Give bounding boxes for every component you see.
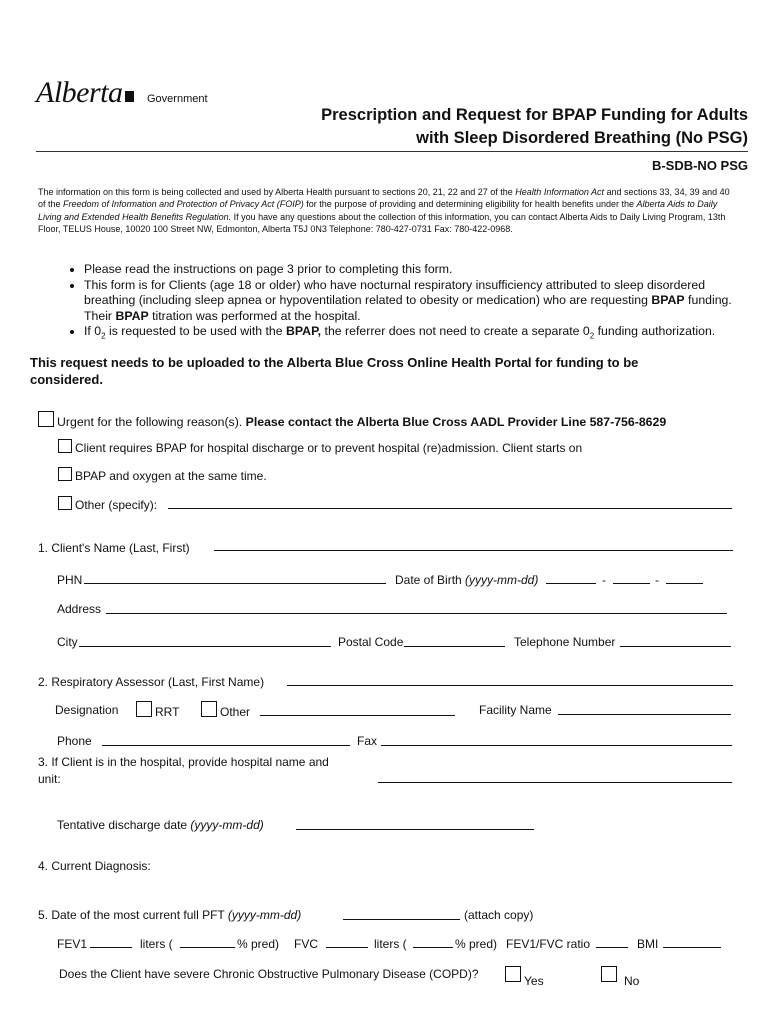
hospital-name-field[interactable]: [378, 782, 732, 783]
fev1-pred-field[interactable]: [180, 947, 235, 948]
other-designation-label: Other: [220, 705, 251, 719]
designation-label: Designation: [55, 703, 119, 717]
section-3-label: [38, 754, 329, 788]
urgent-option-3: [58, 496, 157, 512]
logo-mark-icon: [125, 91, 134, 102]
instruction-text: the referrer does not need to create a separate 0: [321, 324, 590, 338]
copd-yes-checkbox[interactable]: [505, 966, 521, 982]
option-label: Client requires BPAP for hospital discharge or to prevent hospital (re)admission. Client starts on: [75, 441, 583, 455]
address-field[interactable]: [106, 613, 727, 614]
intro-text-1: The information on this form is being collected and used by Alberta Health pursuant to sections 20, 21, 22 and 27 of the: [38, 187, 516, 197]
urgent-option-1: [58, 439, 582, 455]
fvc-field[interactable]: [326, 947, 368, 948]
assessor-phone-field[interactable]: [102, 745, 350, 746]
other-specify-field[interactable]: [168, 508, 732, 509]
government-label: Government: [147, 93, 208, 105]
yes-label: Yes: [524, 974, 544, 988]
logo-text: Alberta: [36, 76, 123, 109]
intro-text-2: and sections 33, 34, 39 and 40 of the: [38, 187, 730, 210]
instruction-bold: BPAP: [651, 293, 685, 307]
city-label: City: [57, 635, 78, 649]
title-line-2: with Sleep Disordered Breathing (No PSG): [416, 129, 748, 147]
instruction-bold: BPAP,: [286, 324, 322, 338]
section-2-label: 2. Respiratory Assessor (Last, First Name): [38, 675, 265, 689]
pft-format: (yyyy-mm-dd): [227, 908, 302, 922]
dob-month-field[interactable]: [613, 583, 650, 584]
option-label: Other (specify):: [75, 498, 158, 512]
title-line-1: Prescription and Request for BPAP Funding for Adults: [321, 106, 748, 124]
dob-format: (yyyy-mm-dd): [465, 573, 539, 587]
ratio-field[interactable]: [596, 947, 628, 948]
alberta-logo: [36, 76, 134, 110]
fev1-field[interactable]: [90, 947, 132, 948]
dob-dash: -: [655, 573, 659, 587]
fev1-label: FEV1: [57, 937, 88, 951]
instruction-text: is requested to be used with the: [105, 324, 287, 338]
section-3-line-1: 3. If Client is in the hospital, provide hospital name and: [38, 755, 329, 769]
pred-label: % pred): [237, 937, 280, 951]
pred-label-2: % pred): [455, 937, 498, 951]
urgent-row: [38, 411, 666, 429]
other-designation-option: [201, 701, 250, 719]
instruction-text: This form is for Clients (age 18 or older) who have nocturnal respiratory insufficiency attributed to sleep disordered breathing (including sleep apnea or hypoventilation related to obesity or medication) who are requesting: [84, 277, 706, 307]
other-designation-field[interactable]: [260, 715, 455, 716]
fax-label: Fax: [357, 734, 378, 748]
dob-year-field[interactable]: [546, 583, 596, 584]
instruction-text: If 0: [84, 324, 102, 338]
dob-text: Date of Birth: [395, 573, 466, 587]
other-checkbox[interactable]: [58, 496, 72, 510]
instruction-bold: BPAP: [115, 308, 149, 323]
copd-yes-option: [505, 966, 544, 988]
section-5-label: [38, 908, 301, 922]
discharge-text: Tentative discharge date: [57, 818, 191, 832]
privacy-notice: [38, 186, 733, 236]
intro-act-3: Alberta Aids to Daily Living and Extended Health Benefits Regulation.: [38, 199, 718, 222]
form-title: [321, 104, 748, 150]
fvc-label: FVC: [294, 937, 318, 951]
postal-code-field[interactable]: [404, 646, 505, 647]
instruction-item: [84, 278, 744, 325]
bmi-field[interactable]: [663, 947, 721, 948]
dob-day-field[interactable]: [666, 583, 703, 584]
instruction-item: • Please read the instructions on page 3 prior to completing this form.: [84, 262, 744, 278]
instruction-item: [84, 324, 744, 344]
bpap-oxygen-checkbox[interactable]: [58, 467, 72, 481]
attach-copy-label: (attach copy): [464, 908, 534, 922]
dob-label: [395, 573, 538, 587]
instruction-text: funding authorization.: [594, 324, 716, 338]
intro-text-3: for the purpose of providing and determining eligibility for health benefits under the: [303, 199, 637, 210]
rrt-checkbox[interactable]: [136, 701, 152, 717]
liters-label: liters (: [140, 937, 173, 951]
intro-text-4: If you have any questions about the collection of this information, you can contact Alberta Aids to Daily Living Program, 13th Floor, TELUS House, 10020 100 Street NW, Edmonton, Alberta T5J 0N3 Telephone: 780-427-0731 Fax: 780-422-0968.: [38, 211, 726, 235]
address-label: Address: [57, 602, 102, 616]
assessor-name-field[interactable]: [287, 685, 733, 686]
urgent-contact: Please contact the Alberta Blue Cross AADL Provider Line 587-756-8629: [245, 415, 667, 429]
rrt-option: [136, 701, 179, 719]
dob-dash: -: [602, 573, 606, 587]
bmi-label: BMI: [637, 937, 659, 951]
rrt-label: RRT: [155, 705, 180, 719]
pft-text: 5. Date of the most current full PFT: [38, 908, 228, 922]
subscript: 2: [101, 331, 106, 341]
urgent-option-2: [58, 467, 267, 483]
telephone-field[interactable]: [620, 646, 731, 647]
fax-field[interactable]: [381, 745, 732, 746]
section-3-line-2: unit:: [38, 772, 61, 786]
other-designation-checkbox[interactable]: [201, 701, 217, 717]
pft-date-field[interactable]: [343, 919, 460, 920]
discharge-date-label: [57, 818, 264, 832]
form-id: B-SDB-NO PSG: [651, 158, 748, 173]
discharge-date-field[interactable]: [296, 829, 534, 830]
ratio-label: FEV1/FVC ratio: [506, 937, 591, 951]
facility-label: Facility Name: [479, 703, 552, 717]
copd-question: Does the Client have severe Chronic Obstructive Pulmonary Disease (COPD)?: [59, 967, 479, 981]
postal-code-label: Postal Code: [338, 635, 404, 649]
discharge-checkbox[interactable]: [58, 439, 72, 453]
intro-act-2: Freedom of Information and Protection of Privacy Act (FOIP): [63, 199, 304, 210]
no-label: No: [624, 974, 640, 988]
phn-label: PHN: [57, 573, 83, 587]
facility-field[interactable]: [558, 714, 731, 715]
phn-field[interactable]: [84, 583, 386, 584]
copd-no-option: [601, 966, 640, 988]
instruction-text: titration was performed at the hospital.: [148, 308, 361, 323]
fvc-pred-field[interactable]: [413, 947, 453, 948]
header-divider: [36, 151, 748, 152]
assessor-phone-label: Phone: [57, 734, 92, 748]
urgent-checkbox[interactable]: [38, 411, 54, 427]
client-name-field[interactable]: [214, 550, 733, 551]
upload-notice: This request needs to be uploaded to the Alberta Blue Cross Online Health Portal for funding to be considered.: [30, 355, 639, 387]
section-4-label: 4. Current Diagnosis:: [38, 859, 151, 873]
instructions-list: [56, 262, 744, 344]
copd-no-checkbox[interactable]: [601, 966, 617, 982]
instruction-text: funding. Their: [84, 293, 732, 323]
city-field[interactable]: [79, 646, 331, 647]
telephone-label: Telephone Number: [514, 635, 616, 649]
urgent-label: Urgent for the following reason(s).: [57, 415, 246, 429]
subscript: 2: [589, 331, 595, 341]
option-label: BPAP and oxygen at the same time.: [75, 469, 267, 483]
intro-act-1: Health Information Act: [515, 187, 605, 197]
liters-label-2: liters (: [374, 937, 407, 951]
discharge-format: (yyyy-mm-dd): [190, 818, 264, 832]
section-1-label: 1. Client's Name (Last, First): [38, 541, 190, 555]
